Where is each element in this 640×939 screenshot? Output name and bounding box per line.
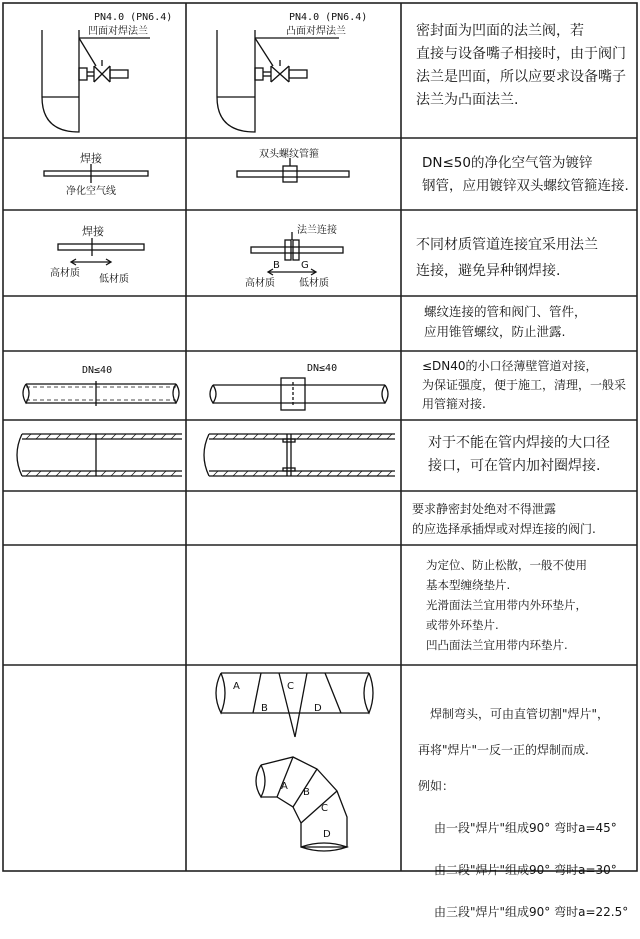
row-small-bore: [2, 351, 638, 420]
row-threaded: [2, 296, 638, 351]
segment-c-label: C: [287, 681, 294, 692]
concave-flange-label: 凹面对焊法兰: [88, 26, 148, 37]
note-cell: [404, 351, 636, 420]
drawing-small-bore-butt: [4, 351, 184, 420]
elbow-a-label: A: [281, 781, 288, 792]
drawing-threaded-coupling: [189, 138, 399, 210]
low-material-label: 低材质: [299, 278, 329, 289]
concave-pn-label: PN4.0 (PN6.4): [94, 12, 173, 23]
weld-label: 焊接: [80, 152, 102, 165]
note-text: 为定位、防止松散，一般不使用 基本型缠绕垫片. 光滑面法兰宜用带内外环垫片， 或带外环垫片. 凹凸面法兰宜用带内环垫片.: [426, 558, 587, 652]
drawing-large-bore-butt: [4, 420, 184, 491]
convex-pn-label: PN4.0 (PN6.4): [289, 12, 368, 23]
segment-d-label: D: [314, 703, 322, 714]
flange-joint-label: 法兰连接: [297, 225, 337, 236]
note-cell: [404, 2, 636, 138]
b-label: B: [273, 260, 280, 271]
note-cell: [404, 296, 636, 351]
note-text: 不同材质管道连接宜采用法兰 连接，避免异种钢焊接.: [416, 237, 598, 279]
g-label: G: [301, 260, 309, 271]
note-text: 密封面为凹面的法兰阀，若 直接与设备嘴子相接时，由于阀门 法兰是凹面，所以应要求设备嘴子 法兰为凸面法兰.: [416, 23, 626, 108]
note-cell: [404, 138, 636, 210]
drawing-weld-materials: [4, 210, 184, 296]
elbow-d-label: D: [323, 829, 331, 840]
drawing-large-bore-backing-ring: [189, 420, 399, 491]
row-dissimilar-material: [2, 210, 638, 296]
note-line: 焊制弯头，可由直管切割"焊片"，: [430, 707, 610, 721]
dn-label: DN≤40: [307, 363, 338, 374]
note-text: 要求静密封处绝对不得泄露 的应选择承插焊或对焊连接的阀门.: [412, 502, 596, 536]
note-cell: [404, 545, 636, 665]
drawing-small-bore-coupling: [189, 351, 399, 420]
pipe-connection-table: [2, 2, 638, 919]
note-cell: [404, 665, 636, 919]
drawing-concave-flange: [4, 2, 184, 138]
row-flange-face: [2, 2, 638, 138]
note-text: [418, 687, 636, 939]
note-text: 螺纹连接的管和阀门、管件， 应用锥管螺纹，防止泄露.: [424, 304, 587, 339]
air-line-label: 净化空气线: [66, 186, 116, 197]
high-material-label: 高材质: [245, 278, 275, 289]
dn-label: DN≤40: [82, 365, 113, 376]
weld-label: 焊接: [82, 225, 104, 238]
row-air-pipe: [2, 138, 638, 210]
drawing-welded-air-line: [4, 138, 184, 210]
row-mitre-elbow: [2, 665, 638, 919]
note-cell: [404, 491, 636, 545]
segment-a-label: A: [233, 681, 240, 692]
note-cell: [404, 420, 636, 491]
row-static-seal: [2, 491, 638, 545]
note-line: 由三段"焊片"组成90° 弯时a=22.5°: [434, 905, 629, 919]
note-line: 由一段"焊片"组成90° 弯时a=45°: [434, 821, 617, 835]
segment-b-label: B: [261, 703, 268, 714]
row-gaskets: [2, 545, 638, 665]
drawing-mitre-elbow: [189, 665, 399, 872]
note-line: 再将"焊片"一反一正的焊制而成.: [418, 743, 589, 757]
note-text: 对于不能在管内焊接的大口径 接口，可在管内加衬圈焊接.: [428, 435, 610, 474]
row-large-bore: [2, 420, 638, 491]
coupling-label: 双头螺纹管箍: [259, 149, 319, 160]
note-text: DN≤50的净化空气管为镀锌 钢管，应用镀锌双头螺纹管箍连接.: [422, 155, 629, 194]
drawing-flange-materials: [189, 210, 399, 296]
elbow-c-label: C: [321, 803, 328, 814]
drawing-convex-flange: [189, 2, 399, 138]
note-line: 由二段"焊片"组成90° 弯时a=30°: [434, 863, 617, 877]
note-line: 例如：: [418, 779, 455, 793]
low-material-label: 低材质: [99, 274, 129, 285]
note-text: ≤DN40的小口径薄壁管道对接， 为保证强度，便于施工，清理，一般采 用管箍对接.: [422, 359, 627, 411]
high-material-label: 高材质: [50, 268, 80, 279]
convex-flange-label: 凸面对焊法兰: [286, 26, 346, 37]
note-cell: [404, 210, 636, 296]
elbow-b-label: B: [303, 787, 310, 798]
